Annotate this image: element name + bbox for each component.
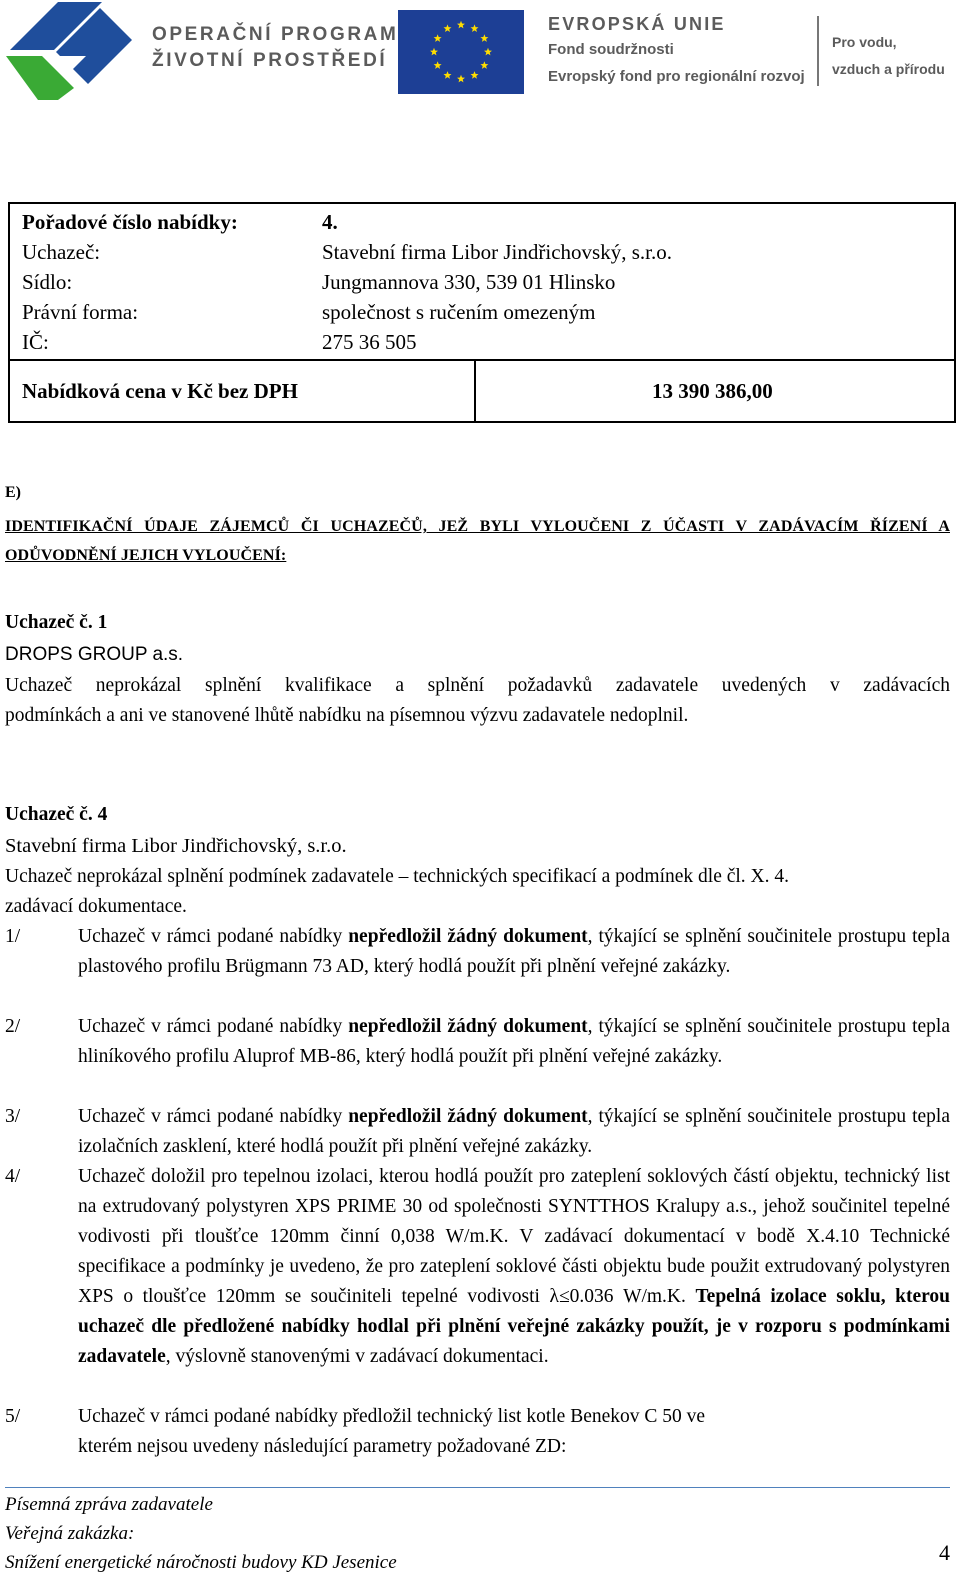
row-label: IČ:: [22, 330, 49, 354]
candidate-1-reason-line-1: Uchazeč neprokázal splnění kvalifikace a splnění požadavků zadavatele uvedených v zadávacích: [5, 675, 950, 696]
row-value: Stavební firma Libor Jindřichovský, s.r.o.: [322, 240, 672, 264]
price-label: Nabídková cena v Kč bez DPH: [10, 361, 476, 421]
row-value: Jungmannova 330, 539 01 Hlinsko: [322, 270, 616, 294]
footer-line-1: Písemná zpráva zadavatele: [5, 1494, 213, 1515]
section-heading: IDENTIFIKAČNÍ ÚDAJE ZÁJEMCŮ ČI UCHAZEČŮ, JEŽ BYLI VYLOUČENI Z ÚČASTI V ZADÁVACÍM ŘÍZENÍ A ODŮVODNĚNÍ JEJICH VYLOUČENÍ:: [5, 518, 950, 564]
item-number: 5/: [5, 1406, 21, 1427]
opzp-line-2: ŽIVOTNÍ PROSTŘEDÍ: [152, 50, 388, 71]
item-number: 3/: [5, 1106, 21, 1127]
item-text-post: , výslovně stanovenými v zadávací dokumentaci.: [165, 1346, 549, 1367]
list-item: [5, 1012, 950, 1072]
item-text-bold: nepředložil žádný dokument: [348, 926, 588, 947]
list-item: [5, 1102, 950, 1162]
price-row: [10, 359, 954, 421]
opzp-wordmark: [152, 22, 398, 74]
item-text-pre: Uchazeč v rámci podané nabídky: [78, 1016, 349, 1037]
list-item: [5, 922, 950, 982]
bidder-table: [8, 202, 956, 423]
candidate-4-name: Stavební firma Libor Jindřichovský, s.r.o.: [5, 835, 347, 857]
item-text: [78, 1402, 950, 1462]
row-label: Uchazeč:: [22, 240, 101, 264]
candidate-4-reason-line-2: zadávací dokumentace.: [5, 896, 187, 917]
page-number: 4: [939, 1540, 950, 1565]
page-header: [0, 0, 960, 110]
eu-fund-2: Evropský fond pro regionální rozvoj: [548, 68, 805, 85]
opzp-logo-icon: [2, 0, 134, 102]
row-value: společnost s ručením omezeným: [322, 300, 596, 324]
item-text-post: , týkající se splnění součinitele prostupu tepla hliníkového profilu Aluprof MB-86, který hodlá použít při plnění veřejné zakázky.: [78, 1016, 950, 1067]
bidder-rows: [10, 204, 954, 359]
footer-line-2: Veřejná zakázka:: [5, 1523, 135, 1544]
item-text-pre: Uchazeč v rámci podané nabídky: [78, 1106, 349, 1127]
slogan: [832, 29, 945, 83]
eu-flag-icon: [398, 10, 524, 94]
item-text: [78, 1012, 950, 1072]
item-text-pre: Uchazeč v rámci podané nabídky: [78, 926, 349, 947]
section-letter: E): [5, 484, 21, 501]
footer-line-3: Snížení energetické náročnosti budovy KD Jesenice: [5, 1552, 397, 1573]
table-row: [22, 207, 954, 237]
item-number: 1/: [5, 926, 21, 947]
candidate-1-reason-line-2: podmínkách a ani ve stanovené lhůtě nabídku na písemnou výzvu zadavatele nedoplnil.: [5, 705, 689, 726]
table-row: [22, 327, 954, 357]
item-text: [78, 1162, 950, 1372]
item-text-lambda: λ≤0.036 W/m.K.: [549, 1286, 696, 1307]
row-value: 4.: [322, 210, 338, 234]
item-number: 4/: [5, 1166, 21, 1187]
footer-rule: [5, 1487, 950, 1488]
item-text-line-1: Uchazeč v rámci podané nabídky předložil technický list kotle Benekov C 50 ve: [78, 1406, 706, 1427]
candidate-1-name: DROPS GROUP a.s.: [5, 644, 184, 665]
item-text-post: , týkající se splnění součinitele prostupu tepla plastového profilu Brügmann 73 AD, který hodlá použít při plnění veřejné zakázky.: [78, 926, 950, 977]
row-label: Právní forma:: [22, 300, 139, 324]
price-value: 13 390 386,00: [652, 378, 773, 403]
item-text-pre: Uchazeč doložil pro tepelnou izolaci, kterou hodlá použít pro zateplení soklových částí objektu, technický list na extrudovaný polystyren XPS PRIME 30 od společnosti SYNTTHOS Kralupy a.s., jehož součinitel tepelné vodivosti při tloušťce 120mm činní 0,038 W/m.K. V zadávací dokumentací v bodě X.4.10 Technické specifikace a podmínky je uvedeno, že pro zateplení soklové části objektu bude použit extrudovaný polystyren XPS o tloušťce 120mm se součiniteli tepelné vodivosti: [78, 1166, 950, 1307]
candidate-1-title: Uchazeč č. 1: [5, 612, 108, 633]
eu-title: EVROPSKÁ UNIE: [548, 14, 726, 34]
item-text-bold: nepředložil žádný dokument: [348, 1106, 588, 1127]
item-text-line-2: kterém nejsou uvedeny následující parametry požadované ZD:: [78, 1436, 567, 1457]
row-value: 275 36 505: [322, 330, 417, 354]
slogan-line-1: Pro vodu,: [832, 34, 897, 50]
row-label: Sídlo:: [22, 270, 73, 294]
candidate-4-title: Uchazeč č. 4: [5, 804, 108, 825]
header-divider: [817, 16, 819, 86]
item-text-bold: nepředložil žádný dokument: [348, 1016, 588, 1037]
item-number: 2/: [5, 1016, 21, 1037]
item-text-post: , týkající se splnění součinitele prostupu tepla izolačních zasklení, které hodlá použít při plnění veřejné zakázky.: [78, 1106, 950, 1157]
candidate-4-reason-line-1: Uchazeč neprokázal splnění podmínek zadavatele – technických specifikací a podmínek dle čl. X. 4.: [5, 866, 790, 887]
item-text: [78, 922, 950, 982]
table-row: [22, 267, 954, 297]
row-label: Pořadové číslo nabídky:: [22, 210, 238, 234]
item-text-bold: Tepelná izolace soklu, kterou uchazeč dle předložené nabídky hodlal při plnění veřejné zakázky použít, je v rozporu s podmínkami zadavatele: [78, 1286, 951, 1367]
table-row: [22, 297, 954, 327]
item-text: [78, 1102, 950, 1162]
table-row: [22, 237, 954, 267]
eu-fund-1: Fond soudržnosti: [548, 41, 674, 58]
list-item: [5, 1162, 950, 1372]
eu-wordmark: [548, 12, 805, 90]
page-footer: [5, 1490, 950, 1577]
opzp-line-1: OPERAČNÍ PROGRAM: [152, 24, 399, 45]
slogan-line-2: vzduch a přírodu: [832, 61, 945, 77]
list-item: [5, 1402, 950, 1462]
